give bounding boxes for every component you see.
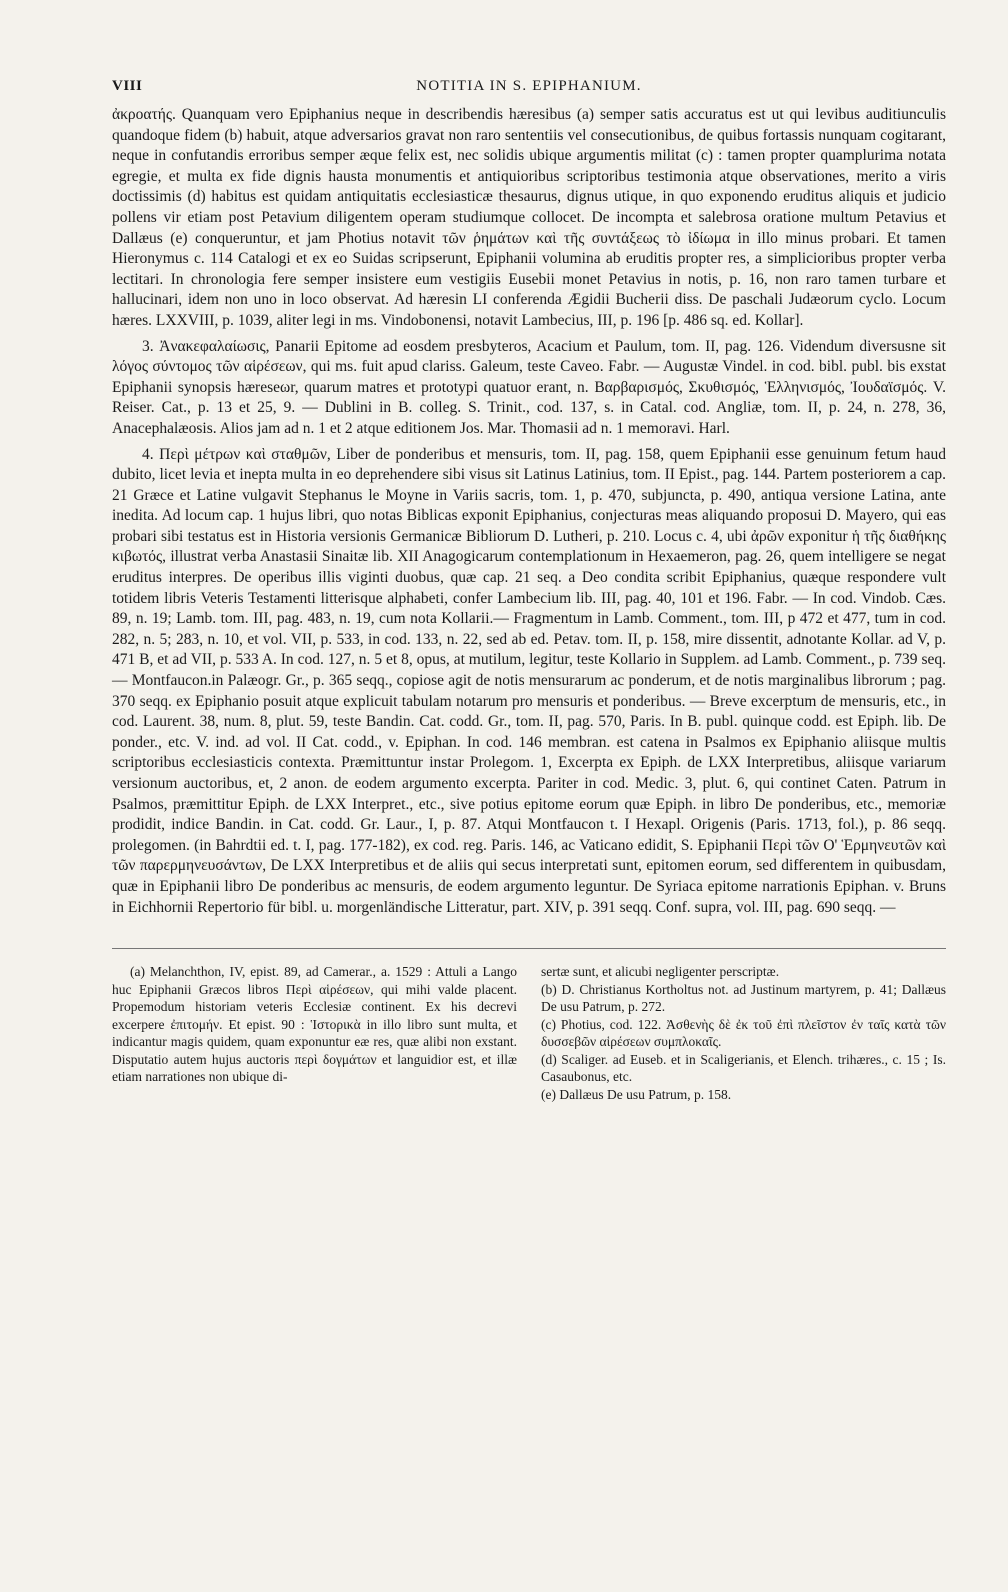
footnote: (b) D. Christianus Kortholtus not. ad Justinum martyrem, p. 41; Dallæus De usu Patrum, p. 272. bbox=[541, 981, 946, 1015]
footnote: (e) Dallæus De usu Patrum, p. 158. bbox=[541, 1086, 732, 1102]
footnote-divider bbox=[112, 948, 946, 949]
footnotes-left-column bbox=[112, 963, 517, 1103]
paragraph: ἀκροατής. Quanquam vero Epiphanius neque in describendis hæresibus (a) semper satis accuratus est ut qui levibus auditiunculis quandoque fidem (b) habuit, atque adversarios gravat non raro sententiis vel consecutionibus, de quibus fortassis nunquam cogitarant, neque in confutandis erroribus semper æque felix est, nec solidis ubique argumentis militat (c) : tamen propter quamplurima notata egregie, et multa ex fide dignis hausta monumentis et antiquioribus scriptoribus testimonia atque observationes, merito a viris doctissimis (d) habitus est quidam antiquitatis ecclesiasticæ thesaurus, dignus utique, in quo exponendo eruditus aliquis et judicio pollens vir etiam post Petavium diligentem operam studiumque collocet. De incompta et salebrosa oratione multum Petavius et Dallæus (e) conqueruntur, et jam Photius notavit τῶν ῥημάτων καὶ τῆς συντάξεως τὸ ἰδίωμα in illo minus probari. Et tamen Hieronymus c. 114 Catalogi et ex eo Suidas scripserunt, Epiphanii volumina ab eruditis propter res, a simplicioribus propter verba lectitari. In chronologia fere semper insistere eum vestigiis Eusebii monet Petavius in notis, p. 16, non raro tamen turbare et hallucinari, idem non uno in loco observat. Ad hæresin LI conferenda Ægidii Bucherii diss. De paschali Judæorum cyclo. Locum hæres. LXXVIII, p. 1039, aliter legi in ms. Vindobonensi, notavit Lambecius, III, p. 196 [p. 486 sq. ed. Kollar]. bbox=[112, 106, 946, 329]
footnotes-right-column bbox=[541, 963, 946, 1103]
footnotes bbox=[112, 963, 946, 1103]
footnote: (a) Melanchthon, IV, epist. 89, ad Camerar., a. 1529 : Attuli a Lango huc Epiphanii Græcos libros Περὶ αἱρέσεων, qui mihi valde placent. Propemodum historiam veteris Ecclesiæ continent. Ex his decrevi excerpere ἐπιτομήν. Et epist. 90 : Ἱστορικὰ in illo libro sunt multa, et indicantur magis quidem, quam exponuntur eæ res, quæ alibi non exstant. Disputatio autem hujus auctoris περὶ δογμάτων et languidior est, et illæ etiam narrationes non ubique di- bbox=[112, 964, 517, 1085]
page-number: VIII bbox=[112, 78, 143, 94]
running-title: NOTITIA IN S. EPIPHANIUM. bbox=[416, 78, 642, 94]
main-text bbox=[112, 105, 946, 918]
footnote: (d) Scaliger. ad Euseb. et in Scaligerianis, et Elench. trihæres., c. 15 ; Is. Casaubonus, etc. bbox=[541, 1051, 946, 1085]
paragraph: 3. Ἀνακεφαλαίωσις, Panarii Epitome ad eosdem presbyteros, Acacium et Paulum, tom. II, pag. 126. Videndum diversusne sit λόγος σύντομος τῶν αἱρέσεων, qui ms. fuit apud clariss. Galeum, teste Caveo. Fabr. — Augustæ Vindel. in cod. bibl. publ. bis exstat Epiphanii synopsis hæreseωr, quarum matres et prototypi quatuor erant, n. Βαρβαρισμός, Σκυθισμός, Ἑλληνισμός, Ἰουδαϊσμός. V. Reiser. Cat., p. 13 et 25, 9. — Dublini in B. colleg. S. Trinit., cod. 137, s. in Catal. cod. Angliæ, tom. II, p. 24, n. 278, 36, Anacephalæosis. Alios jam ad n. 1 et 2 atque editionem Jos. Mar. Thomasii ad n. 1 memoravi. Harl. bbox=[112, 337, 946, 437]
page-header bbox=[112, 78, 946, 95]
paragraph: 4. Περὶ μέτρων καὶ σταθμῶν, Liber de ponderibus et mensuris, tom. II, pag. 158, quem Epiphanii esse genuinum fetum haud dubito, licet levia et inepta multa in eo deprehendere sibi visus sit Latinus Latinius, tom. II Epist., pag. 144. Partem posteriorem a cap. 21 Græce et Latine vulgavit Stephanus le Moyne in Variis sacris, tom. 1, p. 470, subjuncta, p. 490, antiqua versione Latina, ante inedita. Ad locum cap. 1 hujus libri, quo notas Biblicas exponit Epiphanius, conjecturas meas aliquando proposui D. Mayero, qui eas probari sibi testatus est in Historia versionis Germanicæ Bibliorum D. Lutheri, p. 210. Locus c. 4, ubi ἀρῶν exponitur ἡ τῆς διαθήκης κιβωτός, illustrat verba Anastasii Sinaitæ lib. XII Anagogicarum contemplationum in Hexaemeron, pag. 26, quem intelligere se negat eruditus interpres. De operibus illis viginti duobus, quæ cap. 21 seq. a Deo condita scribit Epiphanius, quæque respondere vult totidem libris Veteris Testamenti litterisque alphabeti, confer Lambecium lib. III, pag. 40, 101 et 196. Fabr. — In cod. Vindob. Cæs. 89, n. 19; Lamb. tom. III, pag. 483, n. 19, cum nota Kollarii.— Fragmentum in Lamb. Comment., tom. III, p 472 et 477, tum in cod. 282, n. 5; 283, n. 10, et vol. VII, p. 533, in cod. 133, n. 22, sed ab ed. Petav. tom. II, p. 158, mire dissentit, adnotante Kollar. ad V, p. 471 B, et ad VII, p. 533 A. In cod. 127, n. 5 et 8, opus, at mutilum, legitur, teste Kollario in Supplem. ad Lamb. Comment., p. 739 seq. — Montfaucon.in Palæogr. Gr., p. 365 seqq., copiose agit de notis mensurarum ac ponderum, et de notis marginalibus librorum ; pag. 370 seqq. ex Epiphanio posuit atque explicuit tabulam notarum pro mensuris et ponderibus. — Breve excerptum de mensuris, etc., in cod. Laurent. 38, num. 8, plut. 59, teste Bandin. Cat. codd. Gr., tom. II, pag. 570, Paris. In B. publ. quinque codd. est Epiph. lib. De ponder., etc. V. ind. ad vol. II Cat. codd., v. Epiphan. In cod. 146 membran. est catena in Psalmos ex Epiphanio aliisque multis scriptoribus ecclesiasticis contexta. Præmittuntur instar Prolegom. 1, Excerpta ex Epiph. de LXX Interpretibus, aliisque variarum versionum auctoribus, et, 2 anon. de eodem argumento excerpta. Pariter in cod. Medic. 3, plut. 6, qui continet Caten. Patrum in Psalmos, præmittitur Epiph. de LXX Interpret., etc., sive potius epitome eorum quæ Epiph. in libro De ponderibus, etc., memoriæ prodidit, indice Bandin. in Cat. codd. Gr. Laur., I, p. 87. Atqui Montfaucon t. I Hexapl. Origenis (Paris. 1713, fol.), p. 86 seqq. prolegomen. (in Bahrdtii ed. t. I, pag. 177-182), ex cod. reg. Paris. 146, ac Vaticano edidit, S. Epiphanii Περὶ τῶν Ο' Ἑρμηνευτῶν καὶ τῶν παρερμηνευσάντων, De LXX Interpretibus et de aliis qui secus interpretati sunt, epitomen eorum, sed differentem in quibusdam, quæ in Epiphanii libro De ponderibus ac mensuris, de eodem argumento leguntur. De Syriaca epitome narrationis Epiphan. v. Bruns in Eichhornii Repertorio für bibl. u. morgenländische Litteratur, part. XIV, p. 391 seqq. Conf. supra, vol. III, pag. 690 seqq. — bbox=[112, 445, 946, 916]
footnote: sertæ sunt, et alicubi negligenter perscriptæ. bbox=[541, 964, 780, 980]
footnote: (c) Photius, cod. 122. Ἀσθενὴς δὲ ἐκ τοῦ ἐπὶ πλεῖστον ἐν ταῖς κατὰ τῶν δυσσεβῶν αἱρέσεων συμπλοκαῖς. bbox=[541, 1016, 946, 1050]
